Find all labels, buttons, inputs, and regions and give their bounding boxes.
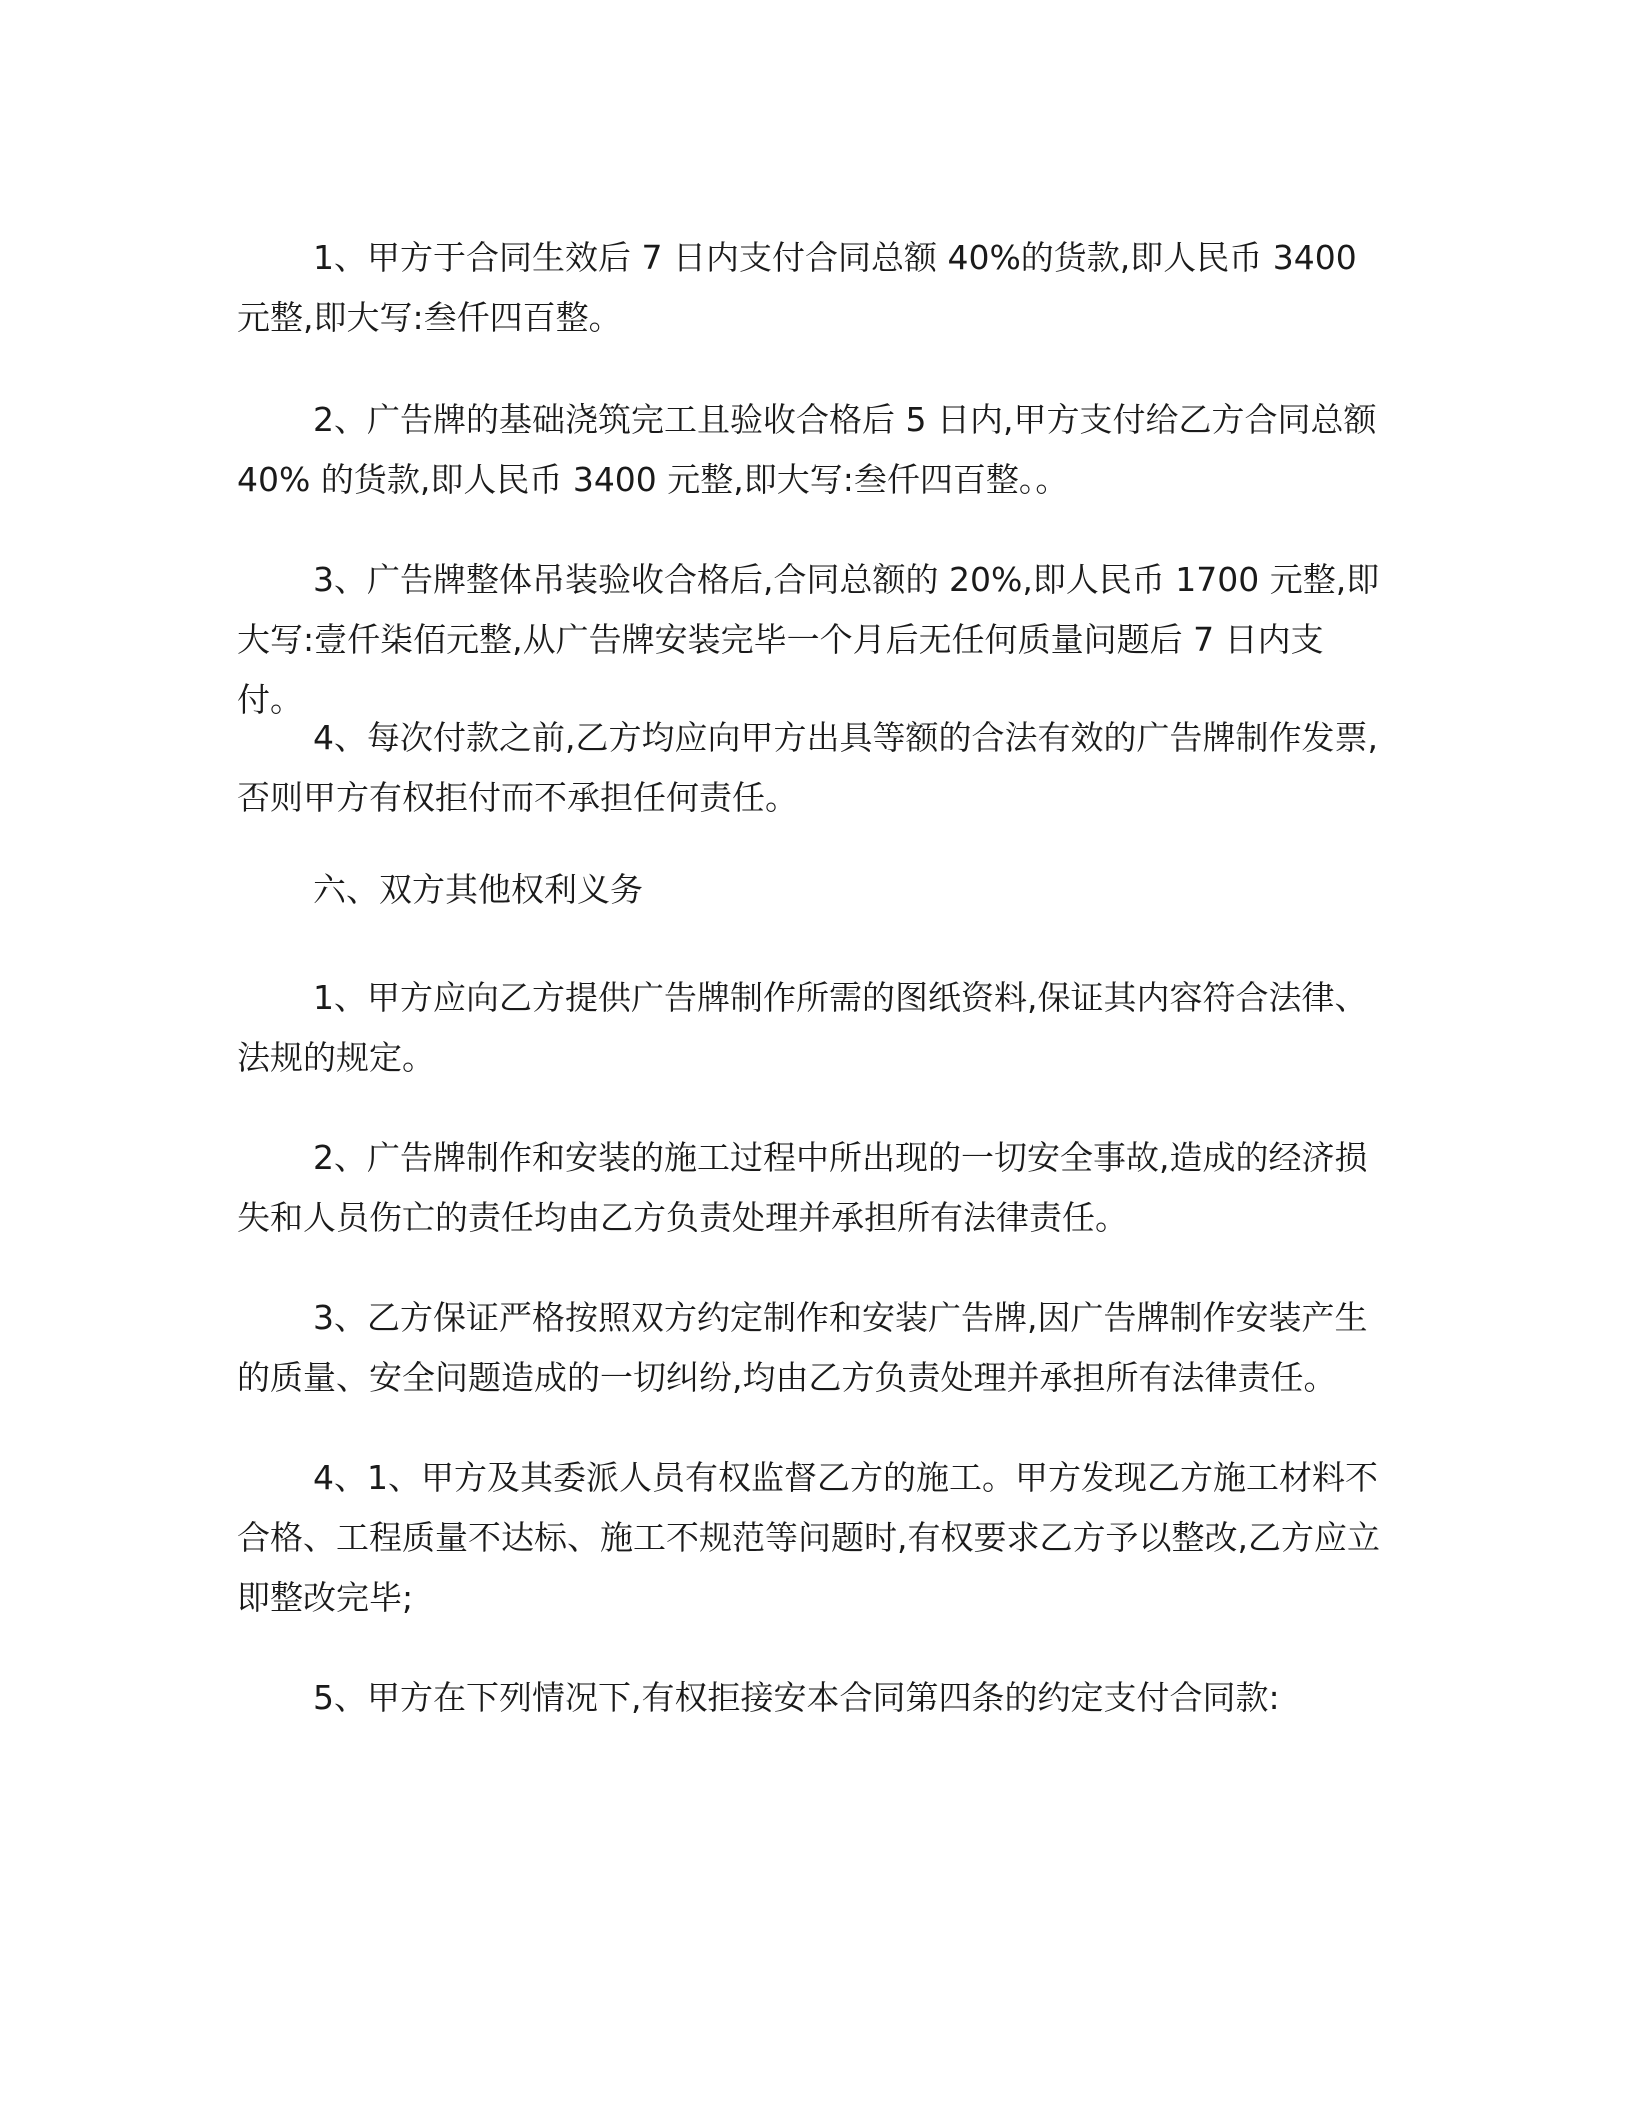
paragraph-payment-4: 4、每次付款之前,乙方均应向甲方出具等额的合法有效的广告牌制作发票,否则甲方有权拒付而不承担任何责任。 xyxy=(237,718,1378,817)
paragraph-rights-1: 1、甲方应向乙方提供广告牌制作所需的图纸资料,保证其内容符合法律、法规的规定。 xyxy=(237,978,1368,1077)
paragraph-payment-3: 3、广告牌整体吊装验收合格后,合同总额的 20%,即人民币 1700 元整,即大写:壹仟柒佰元整,从广告牌安装完毕一个月后无任何质量问题后 7 日内支付。 xyxy=(237,560,1380,719)
paragraph-payment-1: 1、甲方于合同生效后 7 日内支付合同总额 40%的货款,即人民币 3400 元整,即大写:叁仟四百整。 xyxy=(237,238,1357,337)
paragraph-rights-5: 5、甲方在下列情况下,有权拒接安本合同第四条的约定支付合同款: xyxy=(313,1678,1280,1717)
paragraph-rights-3: 3、乙方保证严格按照双方约定制作和安装广告牌,因广告牌制作安装产生的质量、安全问题造成的一切纠纷,均由乙方负责处理并承担所有法律责任。 xyxy=(237,1298,1368,1397)
section-heading-rights-obligations: 六、双方其他权利义务 xyxy=(313,870,643,909)
paragraph-payment-2: 2、广告牌的基础浇筑完工且验收合格后 5 日内,甲方支付给乙方合同总额 40% 的货款,即人民币 3400 元整,即大写:叁仟四百整。。 xyxy=(237,400,1377,499)
paragraph-rights-4: 4、1、甲方及其委派人员有权监督乙方的施工。甲方发现乙方施工材料不合格、工程质量不达标、施工不规范等问题时,有权要求乙方予以整改,乙方应立即整改完毕; xyxy=(237,1458,1380,1617)
paragraph-rights-2: 2、广告牌制作和安装的施工过程中所出现的一切安全事故,造成的经济损失和人员伤亡的责任均由乙方负责处理并承担所有法律责任。 xyxy=(237,1138,1368,1237)
